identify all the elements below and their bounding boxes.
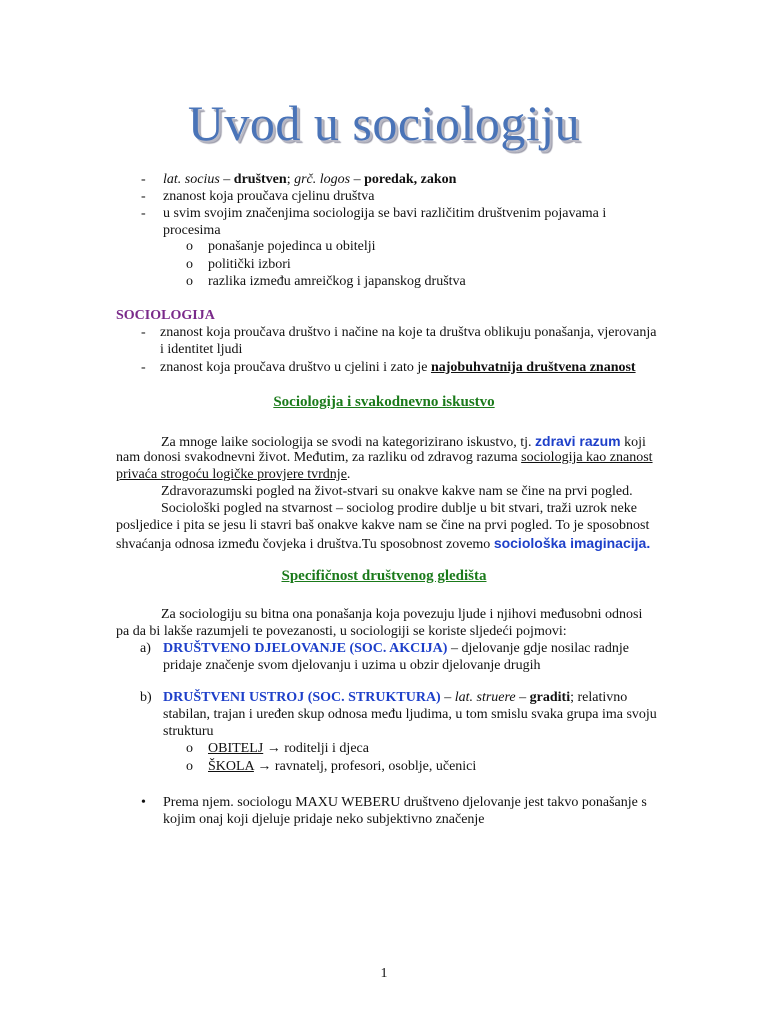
bullet-item-weber-cont: kojim onaj koji djeluje pridaje neko subjektivno značenje: [163, 812, 485, 827]
sociologija-heading: SOCIOLOGIJA: [116, 308, 215, 323]
circle-marker: o: [186, 759, 193, 774]
intro-item-3-cont: procesima: [163, 223, 221, 238]
list-marker-b: b): [140, 690, 152, 705]
section1-p1-line1: Za mnoge laike sociologija se svodi na kategorizirano iskustvo, tj. zdravi razum koji: [161, 433, 646, 450]
list-item-b-cont1: stabilan, trajan i uređen skup odnosa među ljudima, u tom smislu svaka grupa ima svoju: [163, 707, 657, 722]
dash-marker: -: [141, 206, 146, 221]
dash-marker: -: [141, 325, 146, 340]
list-item-a-cont: pridaje značenje svom djelovanju i uzima u obzir djelovanje drugih: [163, 658, 541, 673]
list-marker-a: a): [140, 641, 151, 656]
page-number: 1: [380, 966, 388, 981]
section1-p3-line3: shvaćanja odnosa između čovjeka i društva.Tu sposobnost zovemo sociološka imaginacija.: [116, 535, 651, 552]
section1-p3-line1: Sociološki pogled na stvarnost – sociolog prodire dublje u bit stvari, traži uzrok neke: [161, 501, 637, 516]
circle-marker: o: [186, 239, 193, 254]
dash-marker: -: [141, 189, 146, 204]
section2-p1-line1: Za sociologiju su bitna ona ponašanja koja povezuju ljude i njihovi međusobni odnosi: [161, 607, 643, 622]
dash-marker: -: [141, 360, 146, 375]
page-title: Uvod u sociologiju: [187, 95, 581, 151]
section2-p1-line2: pa da bi lakše razumjeli te povezanosti, u sociologiji se koriste sljedeći pojmovi:: [116, 624, 567, 639]
circle-marker: o: [186, 257, 193, 272]
section1-p3-line2: posljedice i pita se jesu li stavri baš onakve kakve nam se čine na prvi pogled. To je sposobnost: [116, 518, 650, 533]
circle-marker: o: [186, 741, 193, 756]
section-heading-sociology-experience: Sociologija i svakodnevno iskustvo: [273, 394, 495, 410]
section-heading-social-perspective: Specifičnost društvenog gledišta: [281, 568, 487, 584]
sociologija-item-1-cont: i identitet ljudi: [160, 342, 243, 357]
section1-p1-line2: nam donosi svakodnevni život. Međutim, za razliku od zdravog razuma sociologija kao znanost: [116, 450, 653, 465]
bullet-marker: •: [141, 795, 146, 810]
circle-marker: o: [186, 274, 193, 289]
dash-marker: -: [141, 172, 146, 187]
list-item-b-cont2: strukturu: [163, 724, 214, 739]
document-page: Uvod u sociologiju - lat. socius – društven; grč. logos – poredak, zakon - znanost koja proučava cjelinu društva - u svim svojim značenjima sociologija se bavi različitim društvenim pojavama i procesima o ponašanje pojedinca u obitelji o politički izbori o razlika između amreičkog i japanskog društva SOCIOLOGIJA - znanost koja proučava društvo i načine na koje ta društva oblikuju ponašanja, vjerovanja i identitet ljudi - znanost koja proučava društvo u cjelini i zato je najobuhvatnija društvena znanost Sociologija i svakodnevno iskustvo Za mnoge laike sociologija se svodi na kategorizirano iskustvo, tj. zdravi razum koji nam donosi svakodnevni život. Međutim, za razliku od zdravog razuma sociologija kao znanost privaća strogoću logičke provjere tvrdnje. Zdravorazumski pogled na život-stvari su onakve kakve nam se čine na prvi pogled. Sociološki pogled na stvarnost – sociolog prodire dublje u bit stvari, traži uzrok neke posljedice i pita se jesu li stavri baš onakve kakve nam se čine na prvi pogled. To je sposobnost shvaćanja odnosa između čovjeka i društva.Tu sposobnost zovemo sociološka imaginacija. Specifičnost društvenog gledišta Za sociologiju su bitna ona ponašanja koja povezuju ljude i njihovi međusobni odnosi pa da bi lakše razumjeli te povezanosti, u sociologiji se koriste sljedeći pojmovi: a) DRUŠTVENO DJELOVANJE (SOC. AKCIJA) – djelovanje gdje nosilac radnje pridaje značenje svom djelovanju i uzima u obzir djelovanje drugih b) DRUŠTVENI USTROJ (SOC. STRUKTURA) – lat. struere – graditi; relativno stabilan, trajan i uređen skup odnosa među ljudima, u tom smislu svaka grupa ima svoju strukturu o OBITELJ → roditelji i djeca o ŠKOLA → ravnatelj, profesori, osoblje, učenici • Prema njem. sociologu MAXU WEBERU društveno djelovanje jest takvo ponašanje s kojim onaj koji djeluje pridaje neko subjektivno značenje 1: [0, 0, 768, 1024]
section1-p1-line3: privaća strogoću logičke provjere tvrdnje.: [116, 467, 351, 482]
section1-p2: Zdravorazumski pogled na život-stvari su onakve kakve nam se čine na prvi pogled.: [161, 484, 633, 499]
